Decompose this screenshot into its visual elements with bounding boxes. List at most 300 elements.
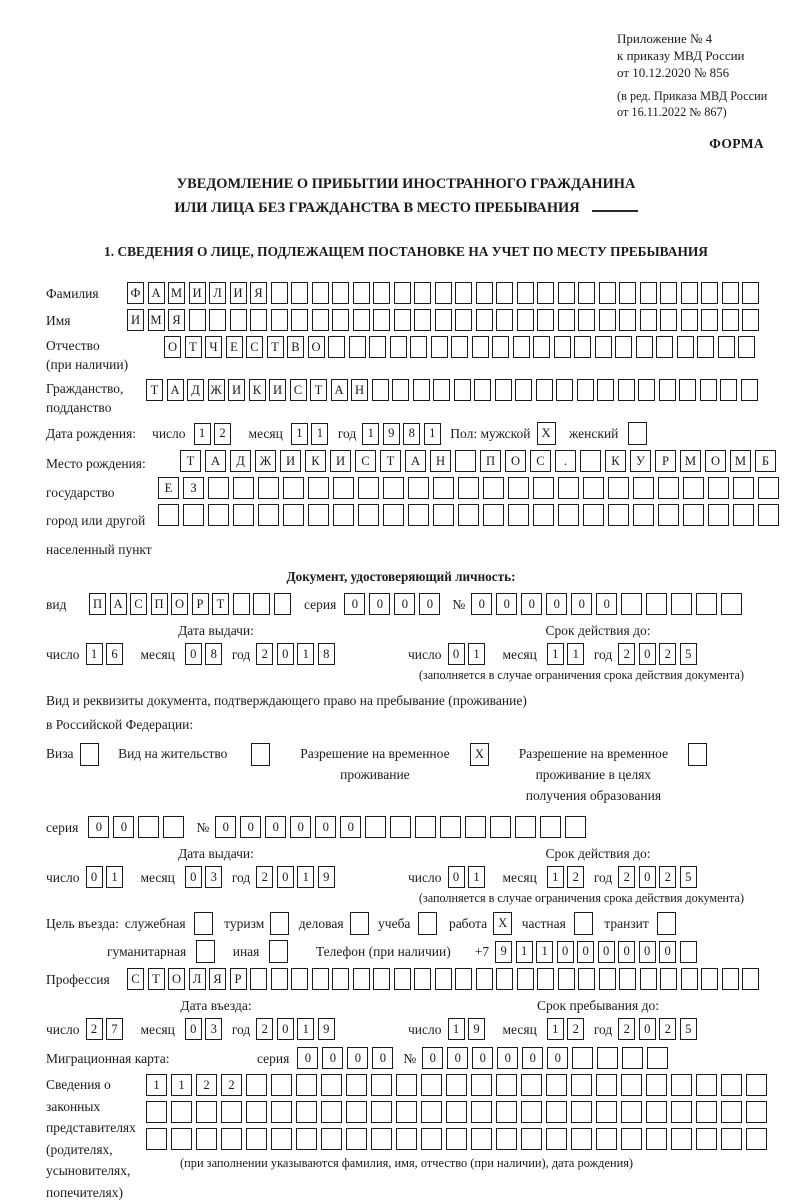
char-cell[interactable] (696, 1128, 717, 1150)
char-cell[interactable] (658, 504, 679, 526)
char-cell[interactable]: 0 (522, 1047, 543, 1069)
char-cell[interactable] (599, 282, 616, 304)
char-cell[interactable] (722, 282, 739, 304)
char-cell[interactable] (492, 336, 509, 358)
char-cell[interactable]: X (493, 912, 512, 935)
char-cell[interactable]: 0 (277, 1018, 294, 1040)
char-cell[interactable] (458, 477, 479, 499)
char-cell[interactable] (537, 309, 554, 331)
char-cell[interactable]: 0 (596, 593, 617, 615)
char-cell[interactable] (577, 379, 594, 401)
char-cell[interactable]: 0 (277, 866, 294, 888)
char-cell[interactable]: Т (185, 336, 202, 358)
char-cell[interactable] (571, 1128, 592, 1150)
char-cell[interactable] (758, 504, 779, 526)
char-cell[interactable] (571, 1101, 592, 1123)
char-cell[interactable] (283, 504, 304, 526)
char-cell[interactable]: 0 (315, 816, 336, 838)
char-cell[interactable] (321, 1128, 342, 1150)
char-cell[interactable] (696, 1074, 717, 1096)
char-cell[interactable] (312, 968, 329, 990)
char-cell[interactable] (446, 1128, 467, 1150)
char-cell[interactable] (312, 282, 329, 304)
char-cell[interactable]: 2 (214, 423, 231, 445)
char-cell[interactable] (271, 282, 288, 304)
char-cell[interactable] (496, 968, 513, 990)
char-cell[interactable] (658, 477, 679, 499)
char-cell[interactable] (633, 477, 654, 499)
char-cell[interactable] (697, 336, 714, 358)
char-cell[interactable] (346, 1128, 367, 1150)
char-cell[interactable] (296, 1101, 317, 1123)
char-cell[interactable] (455, 450, 476, 472)
char-cell[interactable] (657, 912, 676, 935)
char-cell[interactable]: К (605, 450, 626, 472)
char-cell[interactable]: Р (655, 450, 676, 472)
char-cell[interactable] (346, 1074, 367, 1096)
char-cell[interactable]: 0 (290, 816, 311, 838)
char-cell[interactable] (599, 309, 616, 331)
char-cell[interactable]: 1 (567, 643, 584, 665)
char-cell[interactable] (619, 968, 636, 990)
char-cell[interactable]: 1 (468, 643, 485, 665)
char-cell[interactable]: Е (158, 477, 179, 499)
char-cell[interactable]: 1 (194, 423, 211, 445)
char-cell[interactable]: Е (226, 336, 243, 358)
char-cell[interactable] (597, 379, 614, 401)
char-cell[interactable] (476, 309, 493, 331)
char-cell[interactable] (483, 477, 504, 499)
char-cell[interactable]: Ч (205, 336, 222, 358)
char-cell[interactable] (540, 816, 561, 838)
char-cell[interactable]: 1 (547, 866, 564, 888)
char-cell[interactable]: Ж (208, 379, 225, 401)
char-cell[interactable] (640, 309, 657, 331)
char-cell[interactable]: К (305, 450, 326, 472)
char-cell[interactable] (513, 336, 530, 358)
char-cell[interactable] (333, 504, 354, 526)
char-cell[interactable] (246, 1101, 267, 1123)
char-cell[interactable] (683, 504, 704, 526)
char-cell[interactable] (332, 282, 349, 304)
char-cell[interactable] (274, 593, 291, 615)
char-cell[interactable] (435, 309, 452, 331)
char-cell[interactable]: А (331, 379, 348, 401)
char-cell[interactable] (440, 816, 461, 838)
char-cell[interactable] (189, 309, 206, 331)
char-cell[interactable]: 0 (598, 941, 615, 963)
char-cell[interactable] (455, 282, 472, 304)
char-cell[interactable] (578, 282, 595, 304)
char-cell[interactable]: 5 (680, 866, 697, 888)
char-cell[interactable] (533, 504, 554, 526)
char-cell[interactable]: 2 (567, 866, 584, 888)
char-cell[interactable] (671, 1074, 692, 1096)
char-cell[interactable]: 2 (196, 1074, 217, 1096)
char-cell[interactable]: Т (310, 379, 327, 401)
char-cell[interactable] (508, 477, 529, 499)
char-cell[interactable] (565, 816, 586, 838)
char-cell[interactable] (246, 1128, 267, 1150)
char-cell[interactable] (646, 593, 667, 615)
char-cell[interactable]: 0 (322, 1047, 343, 1069)
char-cell[interactable] (483, 504, 504, 526)
char-cell[interactable] (596, 1101, 617, 1123)
char-cell[interactable]: 2 (618, 1018, 635, 1040)
char-cell[interactable]: А (405, 450, 426, 472)
char-cell[interactable]: З (183, 477, 204, 499)
char-cell[interactable]: Д (187, 379, 204, 401)
char-cell[interactable] (418, 912, 437, 935)
char-cell[interactable] (758, 477, 779, 499)
char-cell[interactable] (640, 968, 657, 990)
char-cell[interactable] (721, 1128, 742, 1150)
char-cell[interactable] (271, 309, 288, 331)
char-cell[interactable]: Т (212, 593, 229, 615)
char-cell[interactable] (435, 282, 452, 304)
char-cell[interactable]: 2 (567, 1018, 584, 1040)
char-cell[interactable] (671, 593, 692, 615)
char-cell[interactable]: . (555, 450, 576, 472)
char-cell[interactable] (521, 1128, 542, 1150)
char-cell[interactable]: 1 (448, 1018, 465, 1040)
char-cell[interactable] (471, 1128, 492, 1150)
char-cell[interactable] (647, 1047, 668, 1069)
char-cell[interactable]: 1 (297, 1018, 314, 1040)
char-cell[interactable] (558, 477, 579, 499)
char-cell[interactable] (496, 309, 513, 331)
char-cell[interactable]: 0 (496, 593, 517, 615)
char-cell[interactable] (558, 309, 575, 331)
char-cell[interactable] (209, 309, 226, 331)
char-cell[interactable] (233, 504, 254, 526)
char-cell[interactable] (680, 941, 697, 963)
char-cell[interactable]: 0 (369, 593, 390, 615)
char-cell[interactable] (619, 309, 636, 331)
char-cell[interactable] (633, 504, 654, 526)
char-cell[interactable]: 0 (265, 816, 286, 838)
char-cell[interactable] (671, 1101, 692, 1123)
char-cell[interactable]: К (249, 379, 266, 401)
char-cell[interactable]: 1 (547, 1018, 564, 1040)
char-cell[interactable]: О (705, 450, 726, 472)
char-cell[interactable]: А (110, 593, 127, 615)
char-cell[interactable]: 8 (205, 643, 222, 665)
char-cell[interactable] (720, 379, 737, 401)
char-cell[interactable]: Л (189, 968, 206, 990)
char-cell[interactable]: Н (430, 450, 451, 472)
char-cell[interactable] (414, 968, 431, 990)
char-cell[interactable] (521, 1101, 542, 1123)
char-cell[interactable] (321, 1074, 342, 1096)
char-cell[interactable] (183, 504, 204, 526)
char-cell[interactable] (660, 282, 677, 304)
char-cell[interactable]: А (148, 282, 165, 304)
char-cell[interactable] (521, 1074, 542, 1096)
char-cell[interactable] (533, 336, 550, 358)
char-cell[interactable]: С (530, 450, 551, 472)
char-cell[interactable] (701, 309, 718, 331)
char-cell[interactable]: 2 (659, 866, 676, 888)
char-cell[interactable]: 0 (88, 816, 109, 838)
char-cell[interactable]: X (537, 422, 556, 445)
char-cell[interactable] (270, 912, 289, 935)
char-cell[interactable] (308, 477, 329, 499)
char-cell[interactable]: С (246, 336, 263, 358)
char-cell[interactable] (358, 477, 379, 499)
char-cell[interactable]: 0 (547, 1047, 568, 1069)
char-cell[interactable] (681, 282, 698, 304)
char-cell[interactable] (353, 282, 370, 304)
char-cell[interactable] (640, 282, 657, 304)
char-cell[interactable] (415, 816, 436, 838)
char-cell[interactable] (196, 940, 215, 963)
char-cell[interactable] (383, 477, 404, 499)
char-cell[interactable] (283, 477, 304, 499)
char-cell[interactable]: М (680, 450, 701, 472)
char-cell[interactable] (396, 1128, 417, 1150)
char-cell[interactable]: 0 (571, 593, 592, 615)
char-cell[interactable] (208, 504, 229, 526)
char-cell[interactable] (269, 940, 288, 963)
char-cell[interactable]: О (505, 450, 526, 472)
char-cell[interactable] (271, 1101, 292, 1123)
char-cell[interactable]: 0 (659, 941, 676, 963)
char-cell[interactable] (556, 379, 573, 401)
char-cell[interactable]: 0 (185, 866, 202, 888)
char-cell[interactable] (558, 282, 575, 304)
char-cell[interactable]: И (230, 282, 247, 304)
char-cell[interactable]: 0 (215, 816, 236, 838)
char-cell[interactable] (574, 912, 593, 935)
char-cell[interactable] (371, 1128, 392, 1150)
char-cell[interactable] (476, 282, 493, 304)
char-cell[interactable]: 9 (318, 866, 335, 888)
char-cell[interactable]: 9 (468, 1018, 485, 1040)
char-cell[interactable] (471, 1074, 492, 1096)
char-cell[interactable] (596, 1074, 617, 1096)
char-cell[interactable]: 1 (171, 1074, 192, 1096)
char-cell[interactable]: Д (230, 450, 251, 472)
char-cell[interactable] (251, 743, 270, 766)
char-cell[interactable] (465, 816, 486, 838)
char-cell[interactable] (660, 968, 677, 990)
char-cell[interactable] (233, 477, 254, 499)
char-cell[interactable] (696, 593, 717, 615)
char-cell[interactable] (208, 477, 229, 499)
char-cell[interactable] (250, 309, 267, 331)
char-cell[interactable] (346, 1101, 367, 1123)
char-cell[interactable]: Р (230, 968, 247, 990)
char-cell[interactable] (369, 336, 386, 358)
char-cell[interactable] (741, 379, 758, 401)
char-cell[interactable]: 9 (495, 941, 512, 963)
char-cell[interactable] (721, 1074, 742, 1096)
char-cell[interactable] (371, 1074, 392, 1096)
char-cell[interactable] (546, 1074, 567, 1096)
char-cell[interactable] (433, 504, 454, 526)
char-cell[interactable] (708, 477, 729, 499)
char-cell[interactable]: Я (168, 309, 185, 331)
char-cell[interactable] (258, 477, 279, 499)
char-cell[interactable] (721, 593, 742, 615)
char-cell[interactable] (196, 1128, 217, 1150)
char-cell[interactable] (517, 282, 534, 304)
char-cell[interactable] (171, 1101, 192, 1123)
char-cell[interactable] (508, 504, 529, 526)
char-cell[interactable]: 9 (383, 423, 400, 445)
char-cell[interactable]: 1 (86, 643, 103, 665)
char-cell[interactable]: 0 (297, 1047, 318, 1069)
char-cell[interactable] (718, 336, 735, 358)
char-cell[interactable]: 0 (185, 643, 202, 665)
char-cell[interactable]: 0 (240, 816, 261, 838)
char-cell[interactable] (371, 1101, 392, 1123)
char-cell[interactable]: 0 (86, 866, 103, 888)
char-cell[interactable] (396, 1101, 417, 1123)
char-cell[interactable] (233, 593, 250, 615)
char-cell[interactable] (271, 968, 288, 990)
char-cell[interactable]: 1 (362, 423, 379, 445)
char-cell[interactable] (688, 743, 707, 766)
char-cell[interactable] (373, 282, 390, 304)
char-cell[interactable]: 0 (639, 866, 656, 888)
char-cell[interactable]: 2 (86, 1018, 103, 1040)
char-cell[interactable] (358, 504, 379, 526)
char-cell[interactable]: 0 (639, 1018, 656, 1040)
char-cell[interactable]: 9 (318, 1018, 335, 1040)
char-cell[interactable] (595, 336, 612, 358)
char-cell[interactable] (296, 1074, 317, 1096)
char-cell[interactable] (733, 477, 754, 499)
char-cell[interactable]: 0 (639, 941, 656, 963)
char-cell[interactable] (408, 504, 429, 526)
char-cell[interactable]: И (127, 309, 144, 331)
char-cell[interactable]: Л (209, 282, 226, 304)
char-cell[interactable]: 2 (618, 643, 635, 665)
char-cell[interactable] (476, 968, 493, 990)
char-cell[interactable] (646, 1074, 667, 1096)
char-cell[interactable] (471, 1101, 492, 1123)
char-cell[interactable]: 7 (106, 1018, 123, 1040)
char-cell[interactable]: П (151, 593, 168, 615)
char-cell[interactable] (515, 816, 536, 838)
char-cell[interactable] (258, 504, 279, 526)
char-cell[interactable] (646, 1101, 667, 1123)
char-cell[interactable]: А (167, 379, 184, 401)
char-cell[interactable]: П (89, 593, 106, 615)
char-cell[interactable]: С (127, 968, 144, 990)
char-cell[interactable] (328, 336, 345, 358)
char-cell[interactable]: 0 (639, 643, 656, 665)
char-cell[interactable] (495, 379, 512, 401)
char-cell[interactable] (621, 1101, 642, 1123)
char-cell[interactable] (221, 1101, 242, 1123)
char-cell[interactable]: Т (380, 450, 401, 472)
char-cell[interactable] (733, 504, 754, 526)
char-cell[interactable] (628, 422, 647, 445)
char-cell[interactable]: 2 (256, 1018, 273, 1040)
char-cell[interactable] (414, 282, 431, 304)
char-cell[interactable]: Р (192, 593, 209, 615)
char-cell[interactable] (312, 309, 329, 331)
char-cell[interactable] (221, 1128, 242, 1150)
char-cell[interactable] (421, 1128, 442, 1150)
char-cell[interactable] (455, 309, 472, 331)
char-cell[interactable] (158, 504, 179, 526)
char-cell[interactable] (722, 309, 739, 331)
char-cell[interactable] (451, 336, 468, 358)
char-cell[interactable] (332, 309, 349, 331)
char-cell[interactable]: 3 (205, 866, 222, 888)
char-cell[interactable] (533, 477, 554, 499)
char-cell[interactable]: 0 (347, 1047, 368, 1069)
char-cell[interactable] (681, 309, 698, 331)
char-cell[interactable]: О (171, 593, 188, 615)
char-cell[interactable] (496, 1101, 517, 1123)
char-cell[interactable] (546, 1101, 567, 1123)
char-cell[interactable] (490, 816, 511, 838)
char-cell[interactable] (580, 450, 601, 472)
char-cell[interactable] (722, 968, 739, 990)
char-cell[interactable] (621, 1128, 642, 1150)
char-cell[interactable]: С (290, 379, 307, 401)
char-cell[interactable] (394, 309, 411, 331)
char-cell[interactable] (421, 1101, 442, 1123)
char-cell[interactable] (435, 968, 452, 990)
char-cell[interactable] (396, 1074, 417, 1096)
char-cell[interactable]: С (355, 450, 376, 472)
char-cell[interactable] (696, 1101, 717, 1123)
char-cell[interactable]: О (308, 336, 325, 358)
char-cell[interactable]: И (228, 379, 245, 401)
char-cell[interactable] (246, 1074, 267, 1096)
char-cell[interactable]: 1 (516, 941, 533, 963)
char-cell[interactable]: М (148, 309, 165, 331)
char-cell[interactable] (454, 379, 471, 401)
char-cell[interactable] (515, 379, 532, 401)
char-cell[interactable] (353, 309, 370, 331)
char-cell[interactable]: И (330, 450, 351, 472)
char-cell[interactable] (619, 282, 636, 304)
char-cell[interactable]: О (164, 336, 181, 358)
char-cell[interactable]: 0 (372, 1047, 393, 1069)
char-cell[interactable] (458, 504, 479, 526)
char-cell[interactable]: X (470, 743, 489, 766)
char-cell[interactable] (742, 309, 759, 331)
char-cell[interactable] (80, 743, 99, 766)
char-cell[interactable] (621, 1074, 642, 1096)
char-cell[interactable]: 0 (448, 643, 465, 665)
char-cell[interactable] (446, 1101, 467, 1123)
char-cell[interactable]: 0 (497, 1047, 518, 1069)
char-cell[interactable] (742, 282, 759, 304)
char-cell[interactable]: П (480, 450, 501, 472)
char-cell[interactable]: 1 (146, 1074, 167, 1096)
char-cell[interactable]: 0 (113, 816, 134, 838)
char-cell[interactable] (472, 336, 489, 358)
char-cell[interactable] (721, 1101, 742, 1123)
char-cell[interactable] (636, 336, 653, 358)
char-cell[interactable]: 1 (291, 423, 308, 445)
char-cell[interactable] (615, 336, 632, 358)
char-cell[interactable] (746, 1128, 767, 1150)
char-cell[interactable] (708, 504, 729, 526)
char-cell[interactable]: 1 (311, 423, 328, 445)
char-cell[interactable]: 1 (106, 866, 123, 888)
char-cell[interactable] (742, 968, 759, 990)
char-cell[interactable] (383, 504, 404, 526)
